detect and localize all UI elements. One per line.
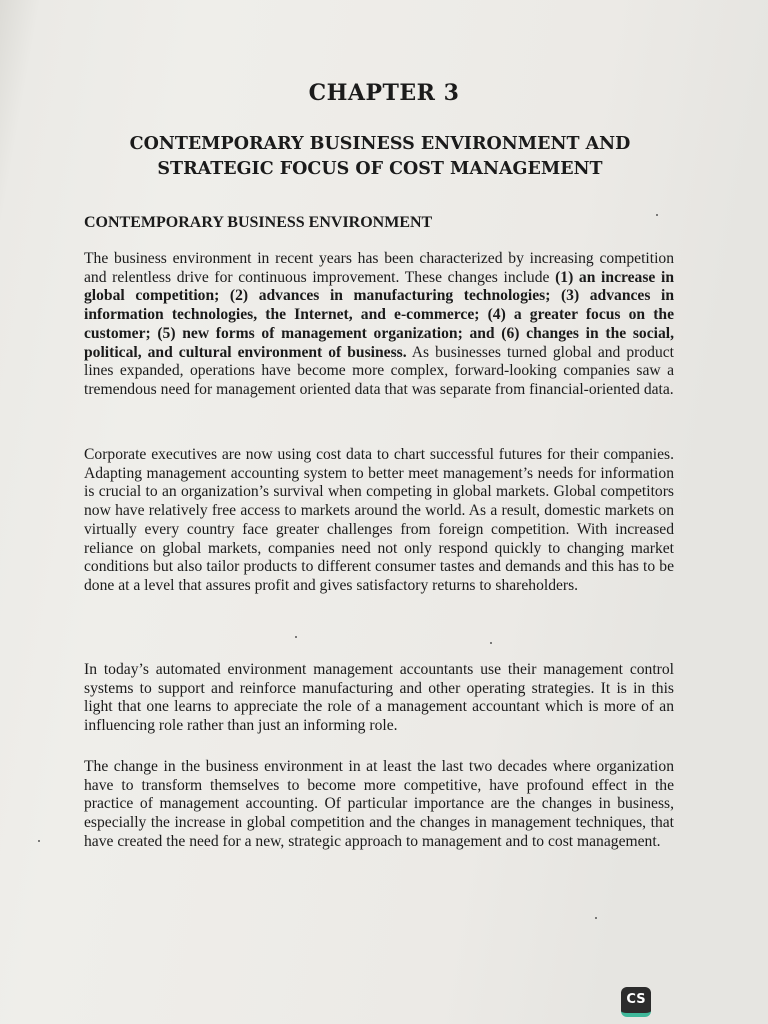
- section-heading: CONTEMPORARY BUSINESS ENVIRONMENT: [84, 214, 433, 231]
- paragraph-2: Corporate executives are now using cost data to chart successful futures for their companies. Adapting management accounting system to better meet management’s needs for information is crucial to an organization’s survival when competing in global markets. Global competitors now have relatively free access to markets around the world. As a result, domestic markets on virtually every country face greater challenges from foreign competition. With increased reliance on global markets, companies need not only respond quickly to changing market conditions but also tailor products to different consumer tastes and demands and this has to be done at a level that assures profit and gives satisfactory returns to shareholders.: [84, 446, 674, 594]
- scan-speck: [295, 636, 297, 638]
- chapter-number: CHAPTER 3: [308, 80, 460, 106]
- paragraph-1-bold-list: (1) an increase in global competition; (2) advances in manufacturing technologies; (3) advances in information technologies, the Internet, and e-commerce; (4) a greater focus on the customer; (5) new forms of management organization; and (6) changes in the social, political, and cultural environment of business.: [84, 268, 674, 361]
- chapter-title: [80, 132, 680, 182]
- chapter-title-line-2: STRATEGIC FOCUS OF COST MANAGEMENT: [157, 159, 603, 179]
- paragraph-3: In today’s automated environment management accountants use their management control systems to support and reinforce manufacturing and other operating strategies. It is in this light that one learns to appreciate the role of a management accountant which is more of an influencing role rather than just an informing role.: [84, 661, 674, 735]
- scan-speck: [595, 917, 597, 919]
- paragraph-1-tail: As businesses turned global and product lines expanded, operations have become more complex, forward-looking companies saw a tremendous need for management oriented data that was separate from financial-oriented data.: [84, 343, 674, 398]
- chapter-title-line-1: CONTEMPORARY BUSINESS ENVIRONMENT AND: [129, 134, 631, 154]
- camscanner-logo: CS: [621, 987, 651, 1017]
- paragraph-1-lead: The business environment in recent years has been characterized by increasing competition and relentless drive for continuous improvement. These changes include: [84, 250, 674, 286]
- scan-speck: [490, 642, 492, 644]
- paragraph-1: [84, 250, 674, 400]
- scan-speck: [656, 214, 658, 216]
- paragraph-4: The change in the business environment in at least the last two decades where organization have to transform themselves to become more competitive, have profound effect in the practice of management accounting. Of particular importance are the changes in business, especially the increase in global competition and the changes in management techniques, that have created the need for a new, strategic approach to management and to cost management.: [84, 758, 674, 850]
- scan-speck: [38, 840, 40, 842]
